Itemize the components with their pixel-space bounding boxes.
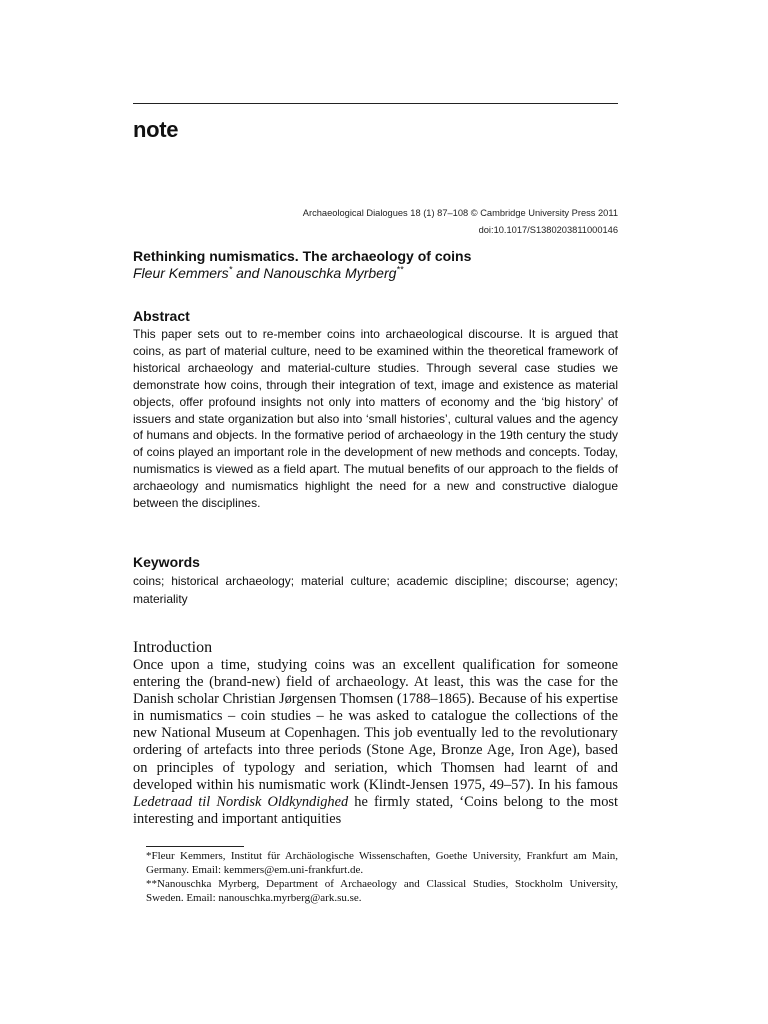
doi: doi:10.1017/S1380203811000146 (478, 225, 618, 235)
author-name: Nanouschka Myrberg (263, 265, 397, 281)
article-page (133, 0, 618, 1024)
footnotes (146, 849, 618, 905)
article-title: Rethinking numismatics. The archaeology of coins (133, 248, 472, 264)
italic-book-title: Ledetraad til Nordisk Oldkyndighed (133, 793, 349, 810)
footnote-rule (146, 846, 244, 847)
journal-meta (303, 205, 618, 239)
introduction-heading: Introduction (133, 639, 213, 656)
footnote-marker: * (228, 264, 233, 275)
header-rule (133, 103, 618, 104)
keywords-text: coins; historical archaeology; material culture; academic discipline; discourse; agency; materiality (133, 574, 618, 606)
footnote: *Fleur Kemmers, Institut für Archäologische Wissenschaften, Goethe University, Frankfurt am Main, Germany. Email: kemmers@em.uni-frankfurt.de. (146, 850, 618, 876)
abstract-heading: Abstract (133, 308, 190, 324)
footnote: **Nanouschka Myrberg, Department of Archaeology and Classical Studies, Stockholm University, Sweden. Email: nanouschka.myrberg@ark.su.se. (146, 878, 618, 904)
intro-text-part: Once upon a time, studying coins was an excellent qualification for someone entering the (brand-new) field of archaeology. At least, this was the case for the Danish scholar Christian Jørgensen Thomsen (1788–1865). Because of his expertise in numismatics – coin studies – he was asked to catalogue the collections of the new National Museum at Copenhagen. This job eventually led to the revolutionary ordering of artefacts into three periods (Stone Age, Bronze Age, Iron Age), based on principles of typology and seriation, which Thomsen had learnt of and developed within his numismatic work (Klindt-Jensen 1975, 49–57). In his famous (133, 657, 618, 793)
footnote-marker: ** (396, 264, 404, 275)
author-name: Fleur Kemmers (133, 265, 229, 281)
authors-joiner: and (232, 265, 264, 281)
article-authors (133, 264, 403, 282)
introduction-text (133, 657, 618, 828)
keywords-heading: Keywords (133, 554, 200, 570)
section-label: note (133, 117, 179, 142)
journal-citation: Archaeological Dialogues 18 (1) 87–108 © Cambridge University Press 2011 (302, 208, 618, 218)
intro-text-part: he firmly stated, ‘Coins belong to the most interesting and important antiquities (133, 793, 618, 827)
abstract-text: This paper sets out to re-member coins into archaeological discourse. It is argued that coins, as part of material culture, need to be examined within the theoretical framework of historical archaeology and material-culture studies. Through several case studies we demonstrate how coins, through their integration of text, image and existence as material objects, offer profound insights not only into matters of economy and the ‘big history’ of issuers and state organization but also into ‘small histories’, cultural values and the agency of humans and objects. In the formative period of archaeology in the 19th century the study of coins played an important role in the development of new methods and concepts. Today, numismatics is viewed as a field apart. The mutual benefits of our approach to the fields of archaeology and numismatics highlight the need for a new and constructive dialogue between the disciplines. (133, 327, 618, 511)
